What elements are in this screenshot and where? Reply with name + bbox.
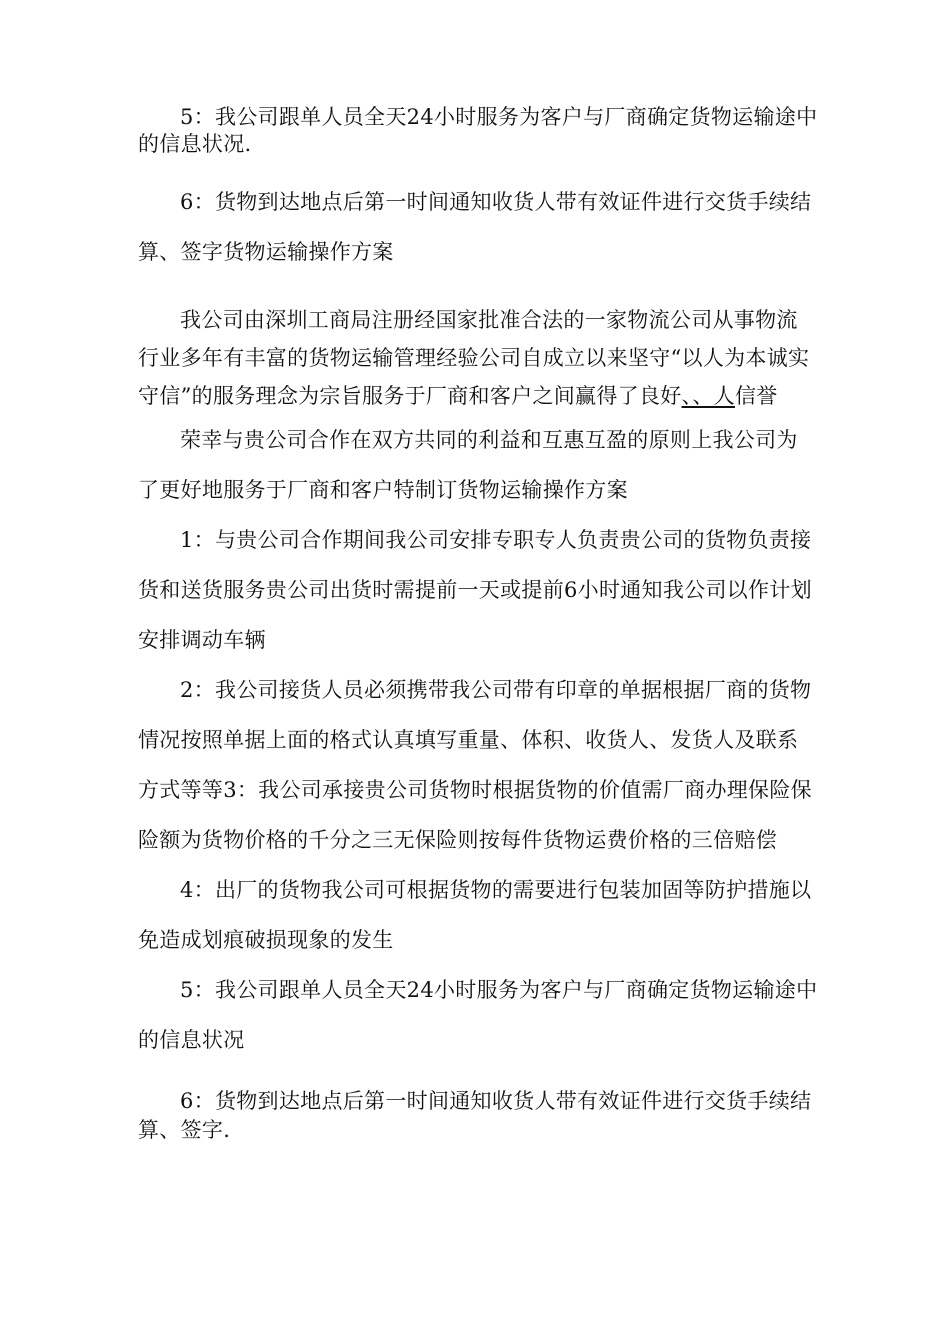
- paragraph-cooperation: 荣幸与贵公司合作在双方共同的利益和互惠互盈的原则上我公司为了更好地服务于厂商和客户特制订货物运输操作方案: [138, 428, 798, 502]
- paragraph-step-4: 4：出厂的货物我公司可根据货物的需要进行包装加固等防护措施以免造成划痕破损现象的发生: [138, 878, 812, 952]
- paragraph-item-6: 6：货物到达地点后第一时间通知收货人带有效证件进行交货手续结算、签字货物运输操作方案: [138, 190, 812, 264]
- paragraph-step-2-3: 2：我公司接货人员必须携带我公司带有印章的单据根据厂商的货物情况按照单据上面的格式认真填写重量、体积、收货人、发货人及联系方式等等3：我公司承接贵公司货物时根据货物的价值需厂商办理保险保险额为货物价格的千分之三无保险则按每件货物运费价格的三倍赔偿: [138, 678, 812, 852]
- paragraph-step-1: 1：与贵公司合作期间我公司安排专职专人负责贵公司的货物负责接货和送货服务贵公司出货时需提前一天或提前6小时通知我公司以作计划安排调动车辆: [138, 528, 812, 652]
- paragraph-step-5: 5：我公司跟单人员全天24小时服务为客户与厂商确定货物运输途中的信息状况: [138, 978, 818, 1052]
- paragraph-company-intro-tail: 信誉: [734, 384, 778, 408]
- paragraph-company-intro: [138, 301, 818, 415]
- underlined-fragment: 、、人: [681, 384, 735, 408]
- paragraph-step-6: 6：货物到达地点后第一时间通知收货人带有效证件进行交货手续结算、签字.: [138, 1089, 812, 1142]
- document-body: [138, 104, 818, 1145]
- paragraph-item-5: 5：我公司跟单人员全天24小时服务为客户与厂商确定货物运输途中的信息状况.: [138, 105, 818, 156]
- paragraph-company-intro-text: 我公司由深圳工商局注册经国家批准合法的一家物流公司从事物流行业多年有丰富的货物运输管理经验公司自成立以来坚守“以人为本诚实守信”的服务理念为宗旨服务于厂商和客户之间赢得了良好: [138, 308, 810, 408]
